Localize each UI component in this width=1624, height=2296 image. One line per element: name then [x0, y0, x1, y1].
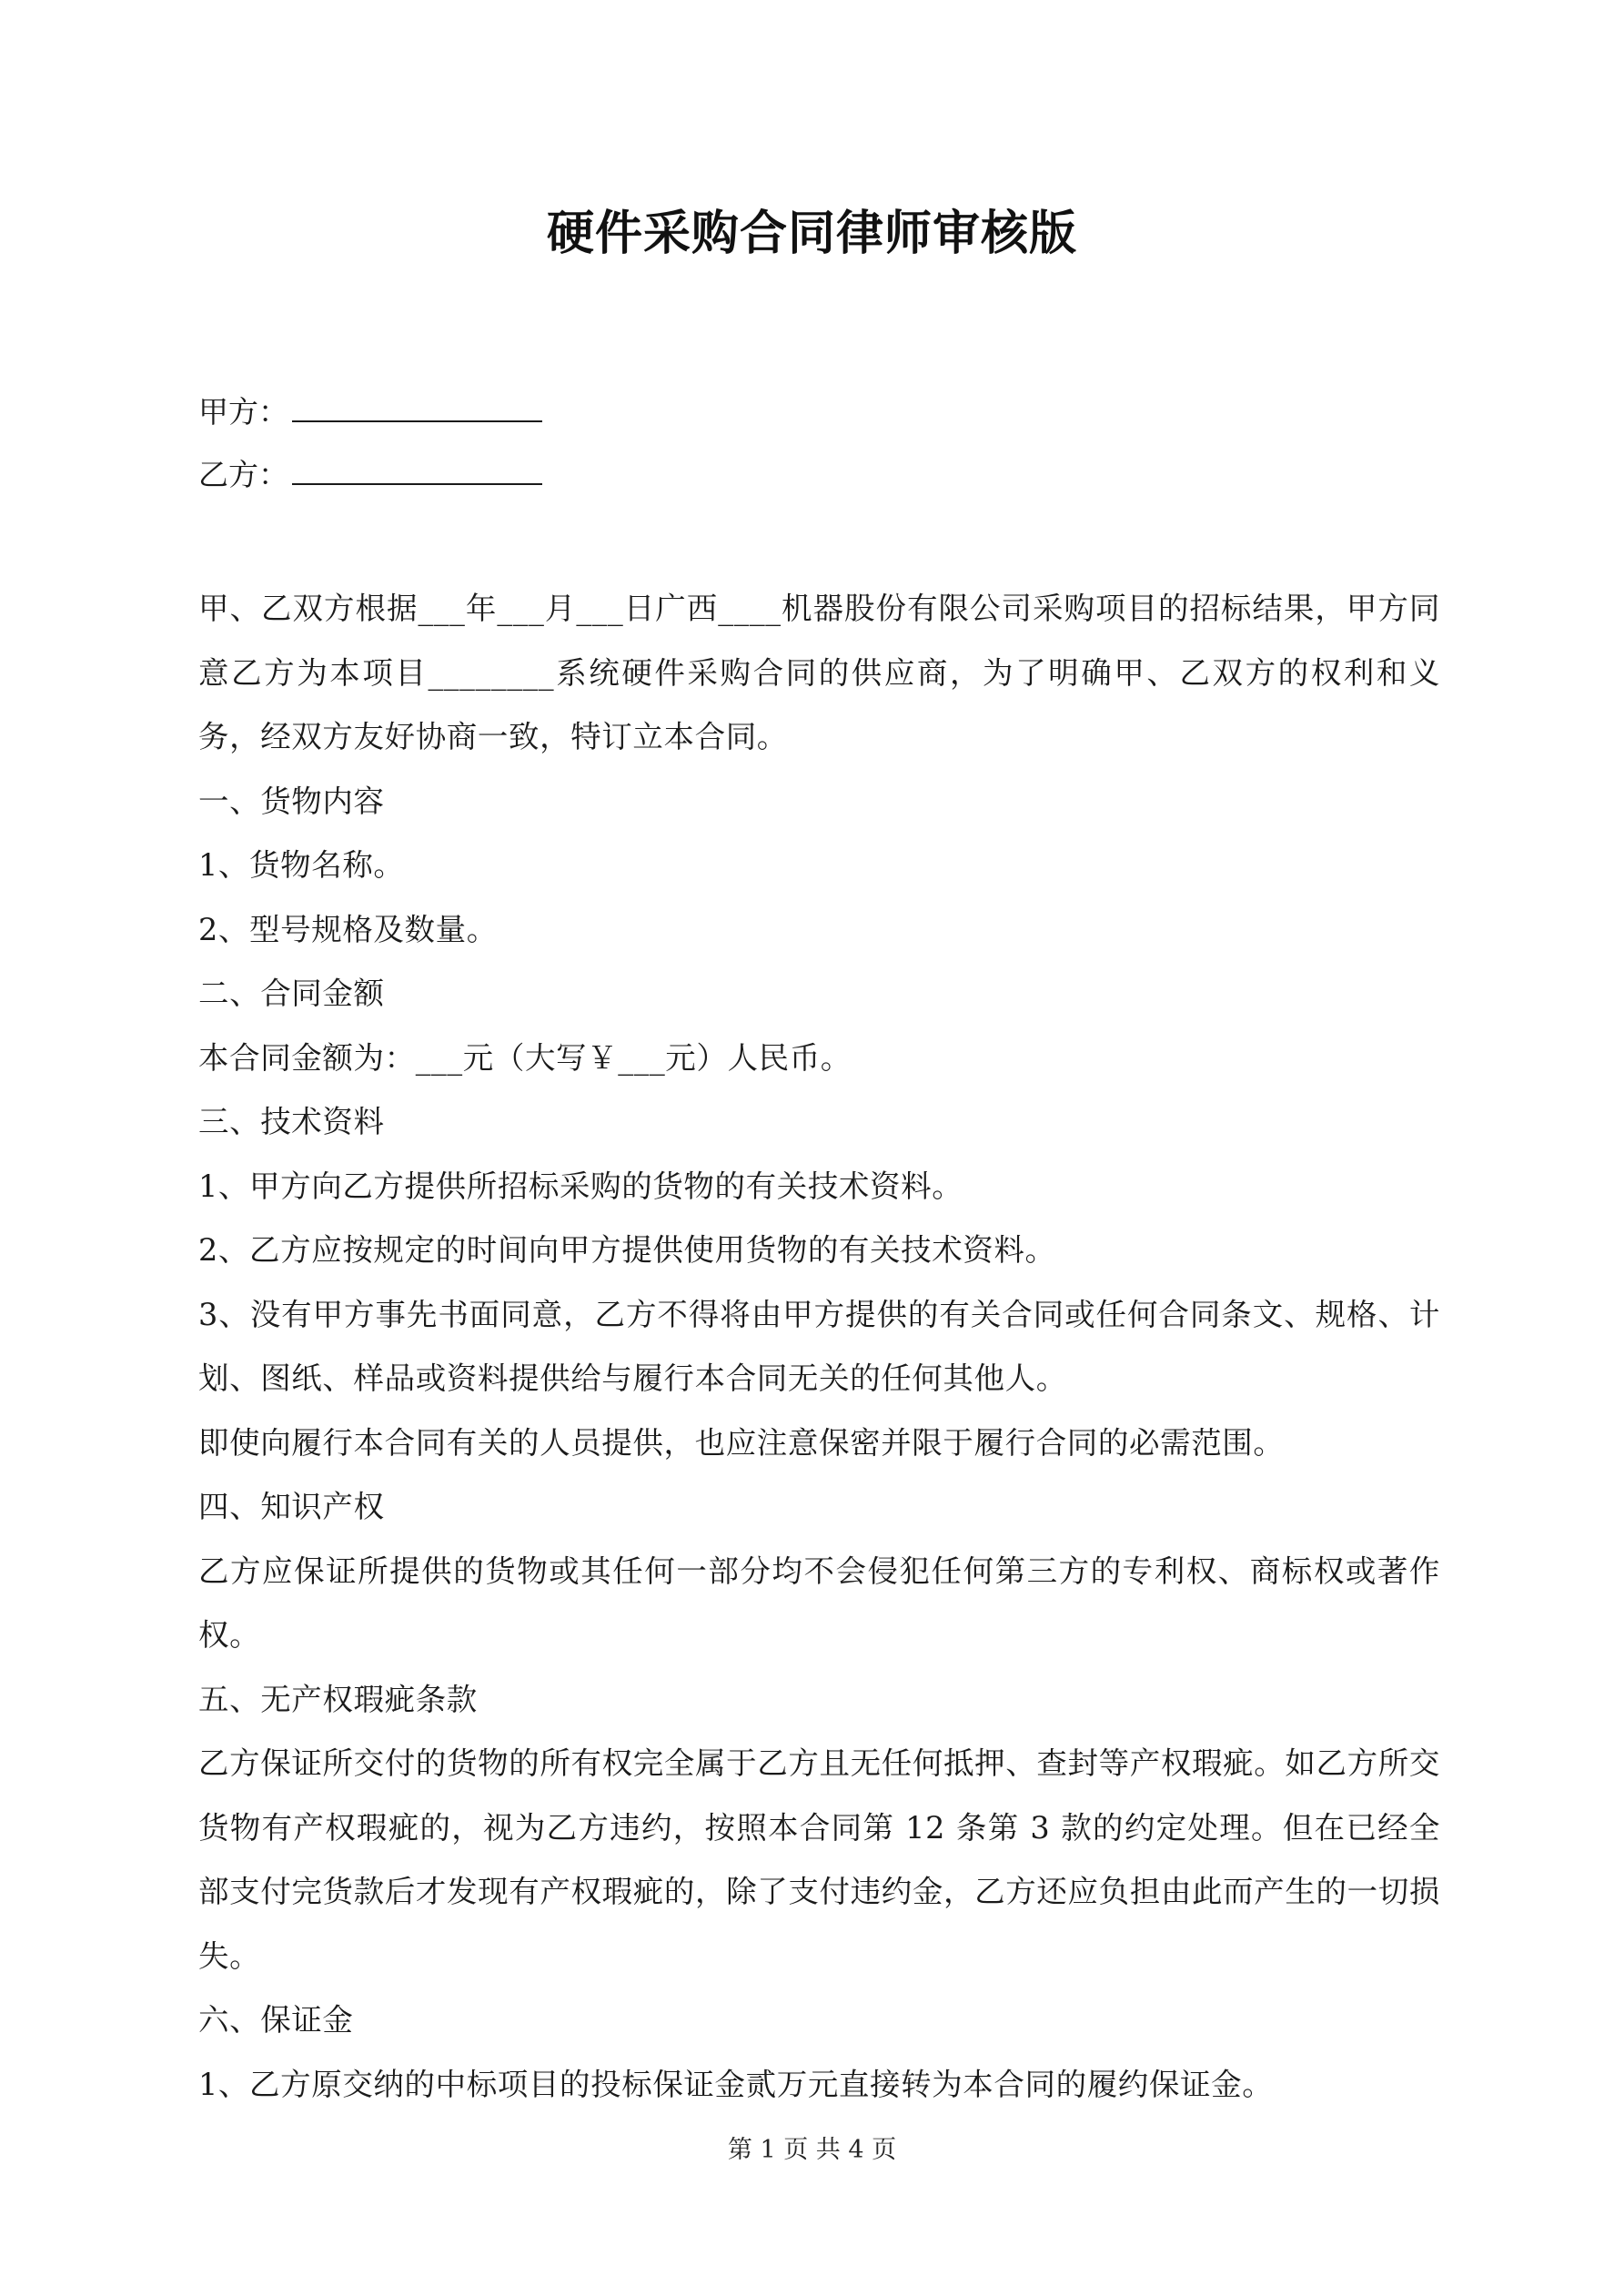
clause: 乙方保证所交付的货物的所有权完全属于乙方且无任何抵押、查封等产权瑕疵。如乙方所交货物有产权瑕疵的，视为乙方违约，按照本合同第 12 条第 3 款的约定处理。但在已经全部支付完货款后才发现有产权瑕疵的，除了支付违约金，乙方还应负担由此而产生的一切损失。: [198, 1745, 1440, 1974]
clause: 2、型号规格及数量。: [198, 911, 498, 947]
party-a-label: 甲方：: [198, 394, 288, 430]
party-b-blank: [292, 458, 542, 485]
party-b-line: [198, 454, 542, 496]
clause: 乙方应保证所提供的货物或其任何一部分均不会侵犯任何第三方的专利权、商标权或著作权。: [198, 1553, 1440, 1653]
section-heading: 五、无产权瑕疵条款: [198, 1681, 478, 1717]
contract-body: [198, 577, 1440, 2117]
clause: 1、货物名称。: [198, 847, 405, 883]
clause: 本合同金额为：___元（大写￥___元）人民币。: [198, 1039, 852, 1076]
page-footer: 第 1 页 共 4 页: [727, 2136, 897, 2164]
clause: 2、乙方应按规定的时间向甲方提供使用货物的有关技术资料。: [198, 1232, 1056, 1268]
party-a-blank: [292, 395, 542, 422]
document-title: 硬件采购合同律师审核版: [546, 207, 1077, 261]
party-a-line: [198, 391, 542, 433]
clause: 即使向履行本合同有关的人员提供，也应注意保密并限于履行合同的必需范围。: [198, 1424, 1285, 1461]
paragraph-intro: 甲、乙双方根据___年___月___日广西____机器股份有限公司采购项目的招标结果，甲方同意乙方为本项目________系统硬件采购合同的供应商，为了明确甲、乙双方的权利和义务，经双方友好协商一致，特订立本合同。: [198, 591, 1440, 754]
section-heading: 一、货物内容: [198, 783, 385, 819]
section-heading: 六、保证金: [198, 2002, 354, 2038]
section-heading: 二、合同金额: [198, 976, 385, 1011]
clause: 1、乙方原交纳的中标项目的投标保证金贰万元直接转为本合同的履约保证金。: [198, 2066, 1274, 2102]
section-heading: 四、知识产权: [198, 1489, 385, 1524]
section-heading: 三、技术资料: [198, 1104, 385, 1139]
clause: 3、没有甲方事先书面同意，乙方不得将由甲方提供的有关合同或任何合同条文、规格、计划、图纸、样品或资料提供给与履行本合同无关的任何其他人。: [198, 1296, 1440, 1396]
party-b-label: 乙方：: [198, 457, 288, 492]
clause: 1、甲方向乙方提供所招标采购的货物的有关技术资料。: [198, 1168, 963, 1204]
